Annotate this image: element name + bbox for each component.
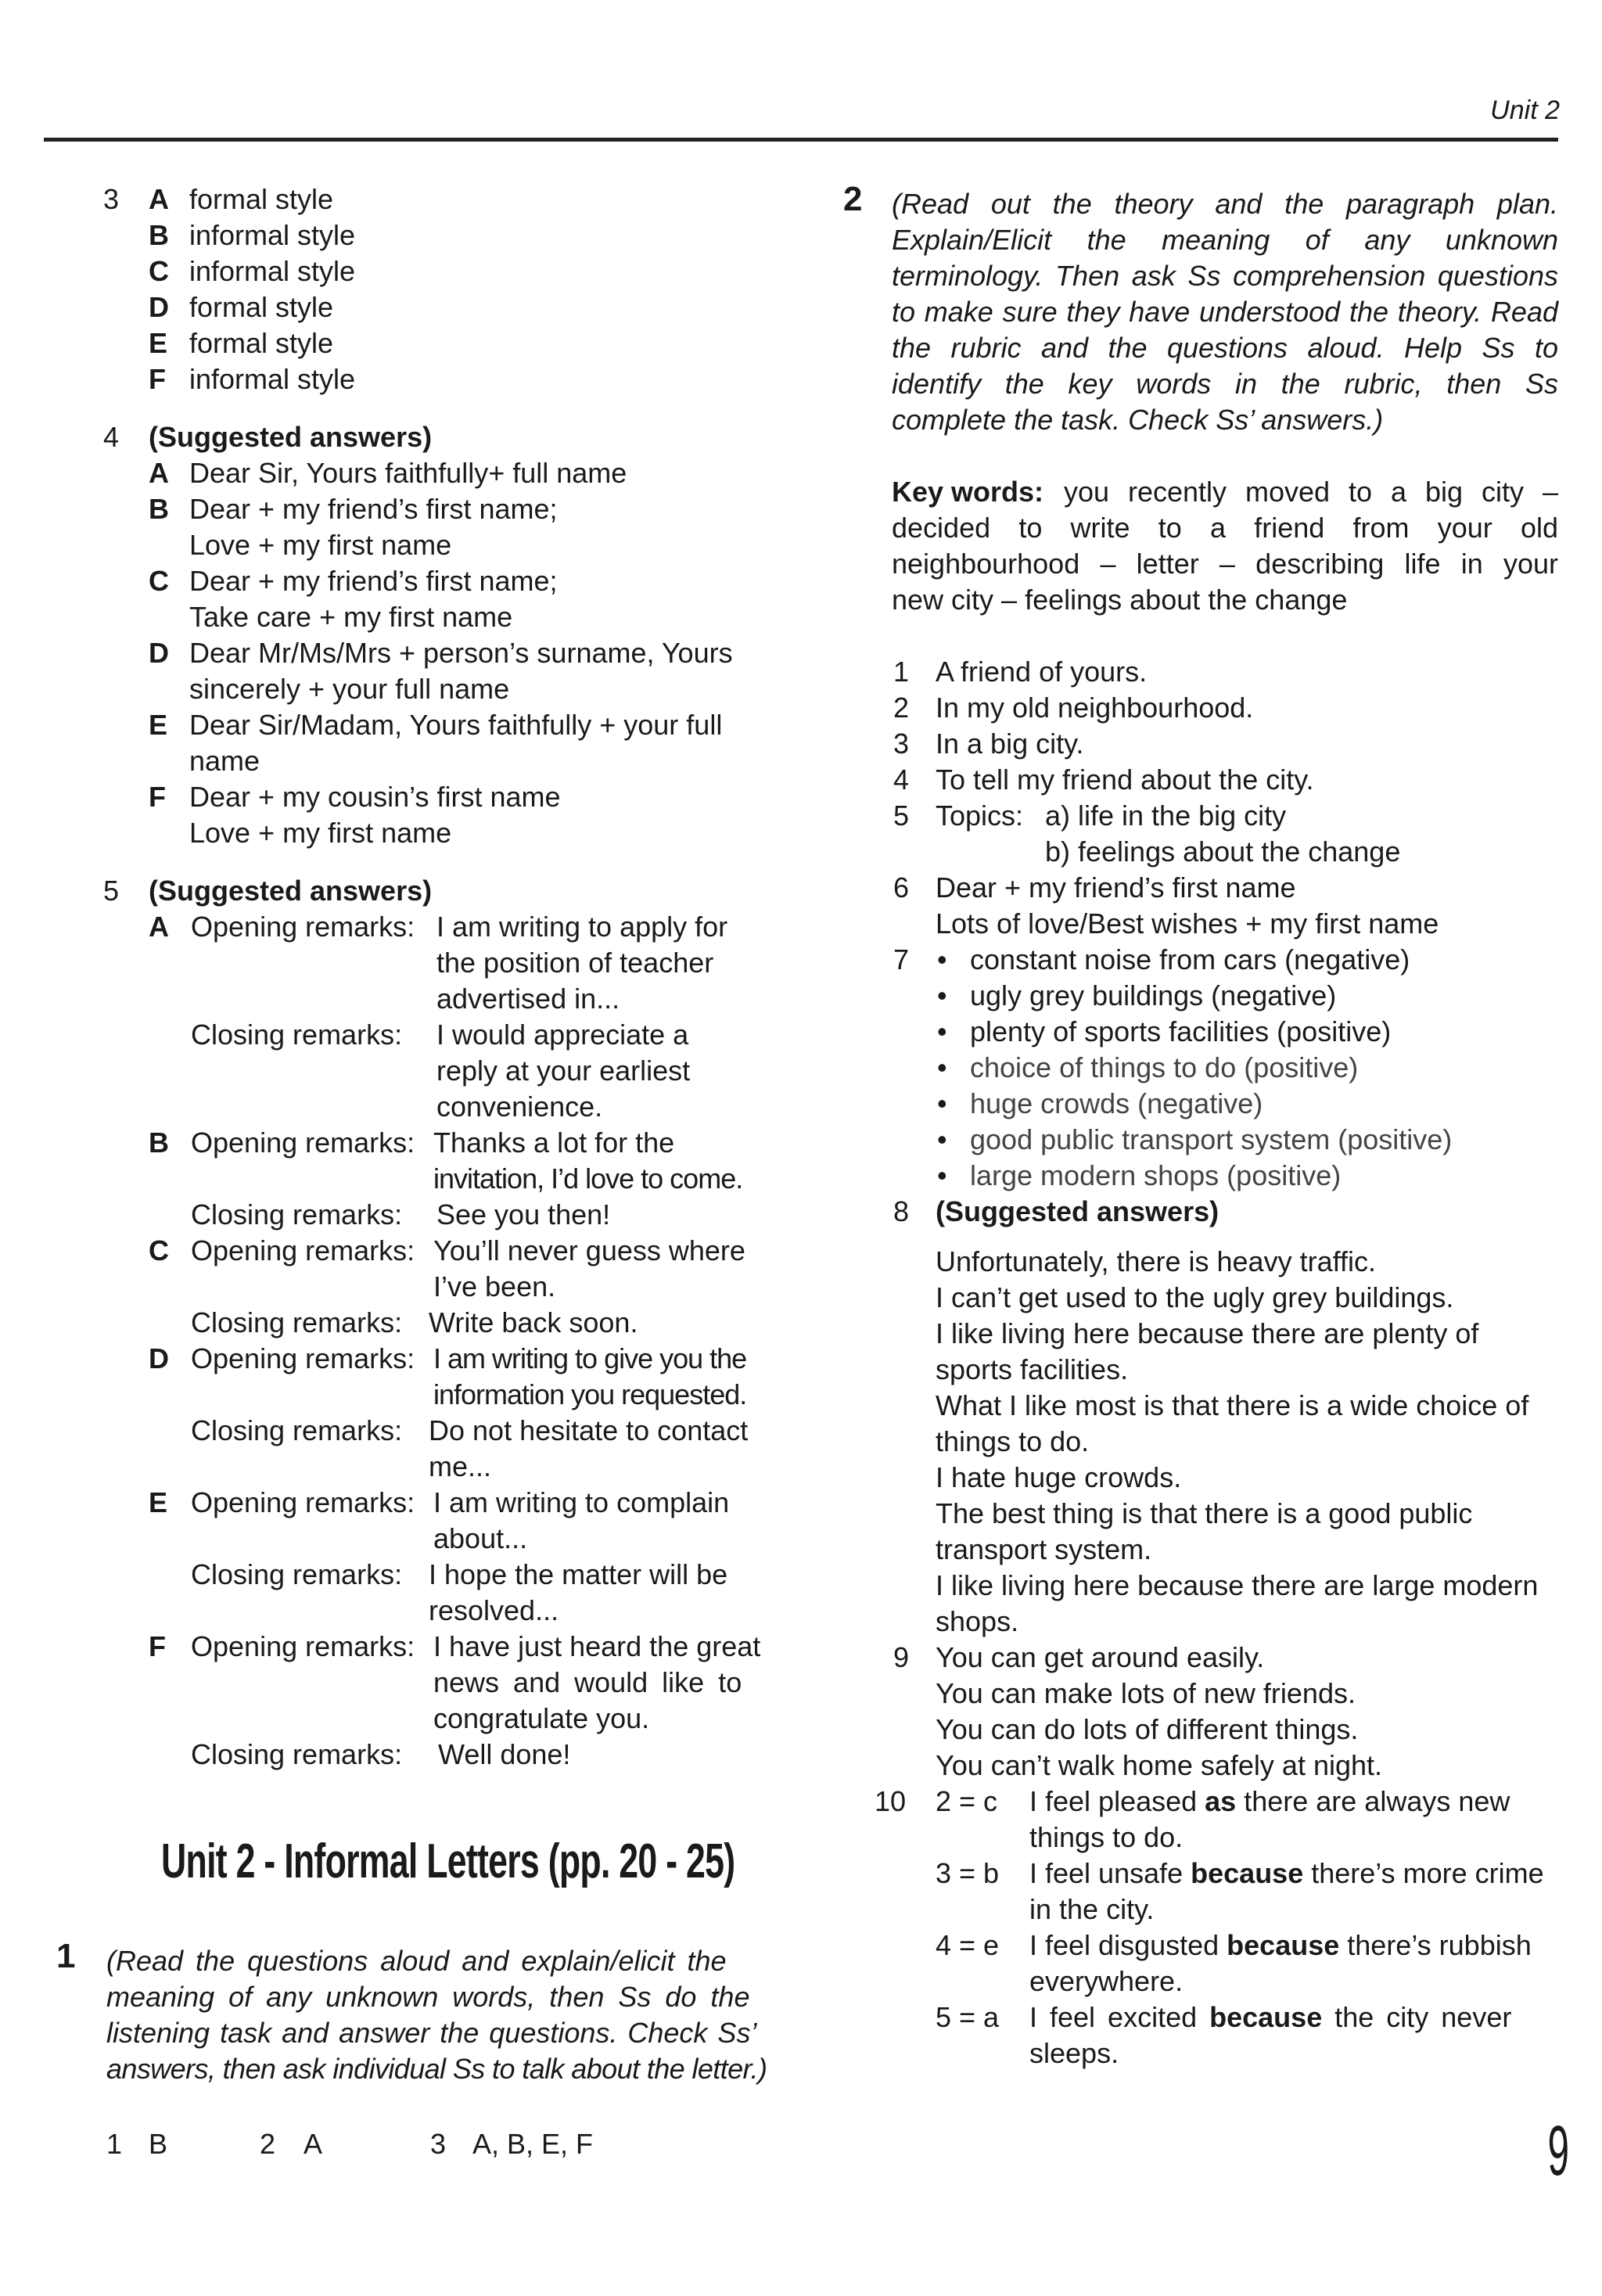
linking-word: as [1205,1785,1237,1817]
match-sentence [1029,2000,1511,2035]
remark-text: convenience. [436,1091,603,1123]
bullet-icon: • [937,1051,947,1083]
item-text: Dear + my cousin’s first name [189,781,561,813]
remark-text: the position of teacher [436,947,714,979]
answer-number: 1 [106,2128,123,2160]
answer-text: A friend of yours. [936,656,1148,688]
answer-text: sports facilities. [936,1353,1129,1385]
instruction-line: answers, then ask individual Ss to talk about the letter.) [106,2053,767,2085]
opening-remarks-label: Opening remarks: [191,911,415,943]
item-label: F [149,1630,166,1662]
opening-remarks-label: Opening remarks: [191,1234,415,1267]
answer-number: 2 [893,692,910,724]
answer-text: things to do. [936,1425,1090,1457]
answer-number: 1 [893,656,910,688]
item-label: B [149,219,169,251]
answer-number: 5 [893,799,910,832]
match-sentence [1029,1856,1544,1892]
running-header: Unit 2 [1490,95,1560,125]
answer-text: Dear + my friend’s first name [936,871,1296,904]
closing-remarks-label: Closing remarks: [191,1198,403,1231]
answer-number: 3 [893,728,910,760]
item-label: A [149,183,169,215]
bullet-text: ugly grey buildings (negative) [970,979,1337,1011]
answer-text: You can make lots of new friends. [936,1677,1356,1709]
exercise-number: 1 [56,1937,76,1975]
item-text: Love + my first name [189,817,452,849]
opening-remarks-label: Opening remarks: [191,1342,415,1374]
bullet-icon: • [937,1123,947,1155]
key-words-text: new city – feelings about the change [892,584,1348,616]
exercise-number: 2 [843,180,863,218]
key-words-text: you recently moved to a big city – [1064,476,1558,508]
answer-value: A [304,2128,323,2160]
answer-number: 8 [893,1195,910,1227]
remark-text: news and would like to [433,1666,742,1698]
closing-remarks-label: Closing remarks: [191,1306,403,1338]
instruction-line: terminology. Then ask Ss comprehension questions [892,260,1558,292]
item-label: F [149,363,166,395]
instruction-line: complete the task. Check Ss’ answers.) [892,404,1384,436]
remark-text: congratulate you. [433,1702,650,1734]
item-text: Dear Sir/Madam, Yours faithfully + your full [189,709,723,741]
item-number: 3 [103,183,120,215]
item-label: C [149,255,169,287]
item-label: E [149,1486,168,1518]
match-pair: 3 = b [936,1857,1000,1889]
instruction-line: the rubric and the questions aloud. Help Ss to [892,332,1558,364]
item-label: A [149,457,169,489]
key-words-text: neighbourhood – letter – describing life in your [892,548,1558,580]
bullet-text: plenty of sports facilities (positive) [970,1015,1392,1047]
answer-number: 2 [260,2128,276,2160]
bullet-icon: • [937,979,947,1011]
instruction-line: meaning of any unknown words, then Ss do the [106,1981,750,2013]
answer-value: B [149,2128,168,2160]
linking-word: because [1191,1857,1304,1889]
bullet-icon: • [937,943,947,976]
sentence-end: there are always new [1236,1785,1510,1817]
item-label: B [149,1126,169,1159]
remark-text: Do not hesitate to contact [429,1414,749,1446]
item-label: D [149,637,169,669]
item-number: 5 [103,875,120,907]
opening-remarks-label: Opening remarks: [191,1486,415,1518]
item-label: B [149,493,169,525]
sentence-start: I feel excited [1029,2001,1210,2033]
opening-remarks-label: Opening remarks: [191,1630,415,1662]
item-label: D [149,291,169,323]
answer-text: You can do lots of different things. [936,1713,1359,1745]
topic-b: b) feelings about the change [1045,835,1401,868]
answer-text: I like living here because there are plenty of [936,1317,1479,1349]
answer-text: What I like most is that there is a wide choice of [936,1389,1529,1421]
answer-text: In a big city. [936,728,1084,760]
instruction-line: Explain/Elicit the meaning of any unknown [892,224,1558,256]
item-text: informal style [189,363,356,395]
answer-number: 7 [893,943,910,976]
sentence-start: I feel pleased [1029,1785,1205,1817]
item-label: D [149,1342,169,1374]
remark-text: See you then! [436,1198,611,1231]
key-words-label: Key words: [892,476,1044,508]
item-number: 4 [103,421,120,453]
match-sentence-continued: everywhere. [1029,1965,1184,1997]
bullet-icon: • [937,1015,947,1047]
bullet-text: constant noise from cars (negative) [970,943,1410,976]
match-sentence [1029,1784,1510,1820]
item-text: Dear + my friend’s first name; [189,565,558,597]
item-text: formal style [189,183,334,215]
answer-text: transport system. [936,1533,1152,1565]
answer-text: Unfortunately, there is heavy traffic. [936,1245,1376,1277]
instruction-line: (Read the questions aloud and explain/elicit the [106,1945,727,1977]
bullet-text: large modern shops (positive) [970,1159,1342,1191]
answer-number: 4 [893,764,910,796]
item-text: name [189,745,260,777]
unit-heading: Unit 2 - Informal Letters (pp. 20 - 25) [161,1834,735,1888]
bullet-icon: • [937,1087,947,1119]
answer-text: I can’t get used to the ugly grey buildings. [936,1281,1454,1313]
item-text: informal style [189,219,356,251]
item-text: Take care + my first name [189,601,513,633]
item-label: A [149,911,169,943]
instruction-line: (Read out the theory and the paragraph plan. [892,188,1558,220]
item-label: E [149,327,168,359]
topic-a: a) life in the big city [1045,799,1287,832]
remark-text: You’ll never guess where [433,1234,745,1267]
linking-word: because [1209,2001,1323,2033]
topics-label: Topics: [936,799,1024,832]
instruction-line: listening task and answer the questions. Check Ss’ [106,2017,757,2049]
match-pair: 4 = e [936,1929,1000,1961]
remark-text: I’ve been. [433,1270,556,1303]
closing-remarks-label: Closing remarks: [191,1558,403,1590]
answer-number: 10 [875,1785,907,1817]
remark-text: reply at your earliest [436,1055,691,1087]
bullet-text: good public transport system (positive) [970,1123,1453,1155]
item-label: C [149,1234,169,1267]
sentence-end: the city never [1322,2001,1512,2033]
sentence-end: there’s rubbish [1339,1929,1532,1961]
remark-text: Write back soon. [429,1306,638,1338]
remark-text: Well done! [438,1738,571,1770]
remark-text: resolved... [429,1594,559,1626]
suggested-answers-heading: (Suggested answers) [149,875,433,907]
remark-text: about... [433,1522,528,1554]
answer-number: 3 [430,2128,447,2160]
header-rule [44,138,1558,142]
answer-text: To tell my friend about the city. [936,764,1314,796]
remark-text: I am writing to give you the [433,1342,747,1374]
item-label: E [149,709,168,741]
item-text: formal style [189,291,334,323]
remark-text: information you requested. [433,1378,747,1410]
remark-text: I am writing to complain [433,1486,730,1518]
remark-text: I would appreciate a [436,1019,689,1051]
answer-number: 6 [893,871,910,904]
answer-text: shops. [936,1605,1019,1637]
closing-remarks-label: Closing remarks: [191,1019,403,1051]
answer-text: You can get around easily. [936,1641,1265,1673]
sentence-start: I feel unsafe [1029,1857,1191,1889]
answer-text: I like living here because there are large modern [936,1569,1539,1601]
suggested-answers-heading: (Suggested answers) [936,1195,1219,1227]
answer-text: Lots of love/Best wishes + my first name [936,907,1439,940]
remark-text: Thanks a lot for the [433,1126,675,1159]
item-text: Dear Mr/Ms/Mrs + person’s surname, Yours [189,637,733,669]
item-text: informal style [189,255,356,287]
answer-text: In my old neighbourhood. [936,692,1254,724]
suggested-answers-heading: (Suggested answers) [149,421,433,453]
answer-text: You can’t walk home safely at night. [936,1749,1383,1781]
sentence-end: there’s more crime [1303,1857,1544,1889]
remark-text: I hope the matter will be [429,1558,728,1590]
match-sentence-continued: sleeps. [1029,2037,1119,2069]
bullet-text: choice of things to do (positive) [970,1051,1359,1083]
answer-number: 9 [893,1641,910,1673]
remark-text: me... [429,1450,492,1482]
closing-remarks-label: Closing remarks: [191,1414,403,1446]
remark-text: advertised in... [436,983,620,1015]
match-sentence [1029,1928,1532,1964]
key-words-text: decided to write to a friend from your old [892,512,1558,544]
sentence-start: I feel disgusted [1029,1929,1227,1961]
remark-text: I have just heard the great [433,1630,761,1662]
match-pair: 2 = c [936,1785,998,1817]
item-text: Dear Sir, Yours faithfully+ full name [189,457,627,489]
bullet-icon: • [937,1159,947,1191]
bullet-text: huge crowds (negative) [970,1087,1263,1119]
opening-remarks-label: Opening remarks: [191,1126,415,1159]
item-text: sincerely + your full name [189,673,510,705]
item-label: C [149,565,169,597]
answer-text: The best thing is that there is a good public [936,1497,1473,1529]
item-text: Dear + my friend’s first name; [189,493,558,525]
match-sentence-continued: things to do. [1029,1821,1184,1853]
item-label: F [149,781,166,813]
answer-value: A, B, E, F [472,2128,594,2160]
remark-text: invitation, I’d love to come. [433,1162,743,1195]
closing-remarks-label: Closing remarks: [191,1738,403,1770]
remark-text: I am writing to apply for [436,911,728,943]
item-text: formal style [189,327,334,359]
page-number: 9 [1547,2112,1569,2190]
match-pair: 5 = a [936,2001,1000,2033]
instruction-line: to make sure they have understood the theory. Read [892,296,1558,328]
item-text: Love + my first name [189,529,452,561]
match-sentence-continued: in the city. [1029,1893,1155,1925]
instruction-line: identify the key words in the rubric, then Ss [892,368,1558,400]
answer-text: I hate huge crowds. [936,1461,1182,1493]
linking-word: because [1227,1929,1340,1961]
